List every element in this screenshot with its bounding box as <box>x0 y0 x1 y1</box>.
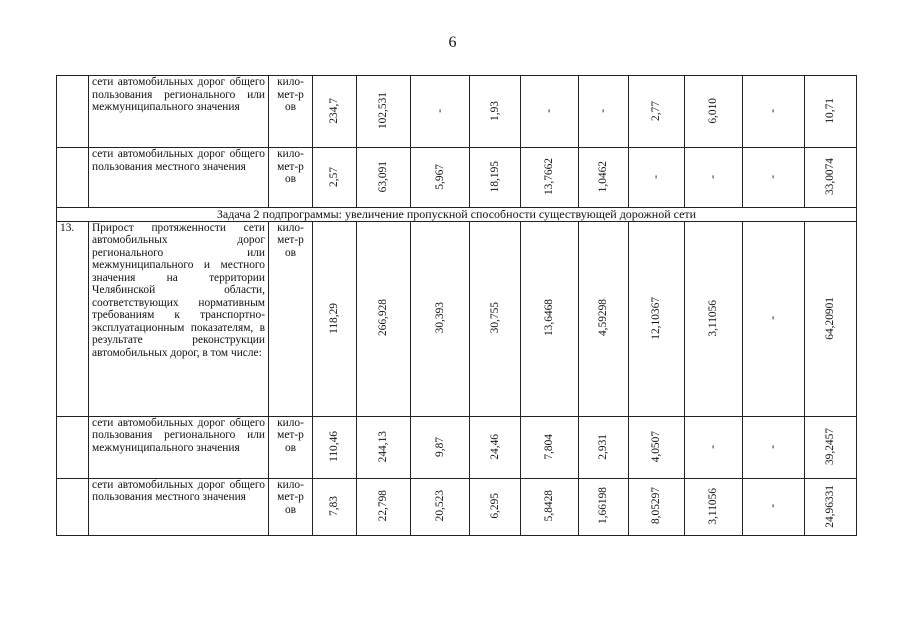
value-text: 234,7 <box>328 98 341 124</box>
value-cell <box>629 148 685 208</box>
row-number <box>57 148 89 208</box>
unit-label: кило-мет-ров <box>277 148 304 185</box>
value-text: 20,523 <box>433 490 446 522</box>
value-text: 22,798 <box>377 490 390 522</box>
value-cell <box>743 221 805 416</box>
value-cell <box>805 478 857 535</box>
value-text: - <box>707 444 720 449</box>
value-text: 244,13 <box>377 430 390 463</box>
value-text: 24,96331 <box>824 484 837 528</box>
value-text: - <box>650 175 663 179</box>
value-cell <box>470 416 521 478</box>
value-cell <box>357 221 411 416</box>
value-text: 64,20901 <box>824 296 837 340</box>
value-text: 3,11056 <box>707 487 720 525</box>
unit-cell <box>269 416 313 478</box>
row-number <box>57 76 89 148</box>
value-text: - <box>597 109 610 113</box>
value-cell <box>357 478 411 535</box>
value-text: 13,7662 <box>543 158 556 196</box>
value-cell <box>685 76 743 148</box>
value-cell <box>313 478 357 535</box>
value-text: 7,804 <box>543 433 556 460</box>
value-text: 63,091 <box>377 161 390 193</box>
table-row <box>57 148 857 208</box>
value-cell <box>685 478 743 535</box>
value-cell <box>685 221 743 416</box>
value-text: 110,46 <box>328 431 341 462</box>
value-text: 6,010 <box>707 98 720 124</box>
value-cell <box>411 76 470 148</box>
value-cell <box>411 416 470 478</box>
value-cell <box>313 221 357 416</box>
value-cell <box>521 148 579 208</box>
value-cell <box>357 76 411 148</box>
value-text: 30,393 <box>433 302 446 334</box>
value-cell <box>629 416 685 478</box>
table-row <box>57 221 857 416</box>
unit-cell <box>269 221 313 416</box>
value-cell <box>521 76 579 148</box>
value-cell <box>579 416 629 478</box>
unit-cell <box>269 478 313 535</box>
task-header-row <box>57 208 857 222</box>
value-cell <box>470 148 521 208</box>
value-cell <box>629 221 685 416</box>
value-text: 4,0507 <box>650 430 663 463</box>
value-cell <box>743 416 805 478</box>
value-text: - <box>767 175 780 179</box>
value-cell <box>685 148 743 208</box>
value-text: 12,10367 <box>650 296 663 340</box>
value-cell <box>743 148 805 208</box>
table-row <box>57 478 857 535</box>
value-cell <box>470 478 521 535</box>
value-cell <box>743 478 805 535</box>
value-text: 5,8428 <box>543 490 556 522</box>
value-cell <box>470 76 521 148</box>
value-text: 2,57 <box>328 167 341 187</box>
value-cell <box>579 148 629 208</box>
value-cell <box>579 221 629 416</box>
row-number <box>57 478 89 535</box>
value-text: - <box>767 316 780 320</box>
value-text: 2,77 <box>650 101 663 121</box>
value-cell <box>579 76 629 148</box>
value-text: - <box>433 109 446 113</box>
value-text: 2,931 <box>597 433 610 460</box>
value-text: 102,531 <box>377 92 390 130</box>
value-cell <box>411 478 470 535</box>
value-cell <box>629 478 685 535</box>
table-row <box>57 76 857 148</box>
value-text: 1,0462 <box>597 161 610 193</box>
value-cell <box>521 416 579 478</box>
value-cell <box>521 478 579 535</box>
indicator-description: сети автомобильных дорог общего пользования регионального или межмуниципального значения <box>89 76 269 148</box>
value-text: 39,2457 <box>824 427 837 466</box>
unit-label: кило-мет-ров <box>277 416 304 454</box>
value-cell <box>629 76 685 148</box>
value-cell <box>579 478 629 535</box>
indicator-description: сети автомобильных дорог общего пользования регионального или межмуниципального значения <box>89 416 269 478</box>
value-text: - <box>543 109 556 113</box>
value-text: 3,11056 <box>707 299 720 337</box>
indicator-description: Прирост протяженности сети автомобильных дорог регионального или межмуниципального и местного значения на территории Челябинской области, соответствующих нормативным требованиям к транспортно-эксплуатационным показателям, в результате реконструкции автомобильных дорог, в том числе: <box>89 221 269 416</box>
value-text: 24,46 <box>488 433 501 460</box>
value-cell <box>470 221 521 416</box>
value-text: 30,755 <box>488 302 501 334</box>
value-cell <box>521 221 579 416</box>
table-row <box>57 416 857 478</box>
value-text: - <box>767 444 780 449</box>
value-cell <box>357 148 411 208</box>
value-text: 1,93 <box>488 101 501 121</box>
value-cell <box>685 416 743 478</box>
value-cell <box>313 416 357 478</box>
value-cell <box>411 148 470 208</box>
value-text: 6,295 <box>488 493 501 519</box>
value-text: 18,195 <box>488 161 501 193</box>
unit-cell <box>269 148 313 208</box>
value-cell <box>805 416 857 478</box>
value-cell <box>805 76 857 148</box>
unit-cell <box>269 76 313 148</box>
value-cell <box>805 148 857 208</box>
value-text: - <box>767 504 780 508</box>
indicator-description: сети автомобильных дорог общего пользования местного значения <box>89 148 269 208</box>
unit-label: кило-мет-ров <box>277 478 304 516</box>
task-header: Задача 2 подпрограммы: увеличение пропускной способности существующей дорожной сети <box>57 208 857 222</box>
value-cell <box>313 76 357 148</box>
value-text: 266,928 <box>377 299 390 337</box>
value-text: 1,66198 <box>597 487 610 525</box>
value-text: 4,59298 <box>597 299 610 337</box>
unit-label: кило-мет-ров <box>277 76 304 113</box>
indicator-description: сети автомобильных дорог общего пользования местного значения <box>89 478 269 535</box>
value-text: - <box>767 109 780 113</box>
row-number <box>57 416 89 478</box>
value-text: 7,83 <box>328 496 341 516</box>
value-text: 10,71 <box>824 98 837 124</box>
value-text: 9,87 <box>433 436 446 457</box>
value-cell <box>357 416 411 478</box>
value-text: 33,0074 <box>824 158 837 196</box>
value-text: 8,05297 <box>650 487 663 525</box>
row-number: 13. <box>57 221 89 416</box>
value-text: 118,29 <box>328 302 341 334</box>
unit-label: кило-мет-ров <box>277 221 304 259</box>
page-number: 6 <box>448 34 457 51</box>
indicators-table <box>56 75 857 536</box>
value-cell <box>805 221 857 416</box>
value-cell <box>313 148 357 208</box>
value-text: - <box>707 175 720 179</box>
value-text: 5,967 <box>433 164 446 190</box>
value-cell <box>743 76 805 148</box>
value-text: 13,6468 <box>543 299 556 337</box>
value-cell <box>411 221 470 416</box>
